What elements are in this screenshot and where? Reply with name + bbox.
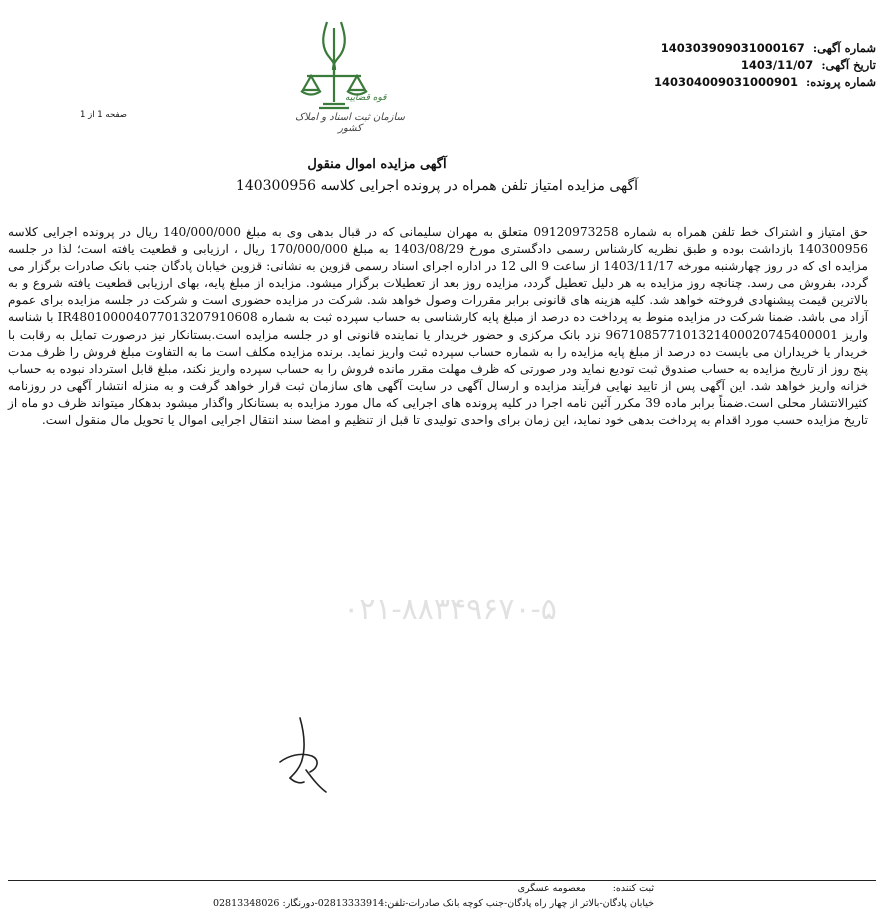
case-number-label: شماره پرونده:	[806, 75, 876, 89]
footer-divider	[8, 880, 876, 881]
ad-number-label: شماره آگهی:	[812, 41, 876, 55]
body-paragraph: حق امتیاز و اشتراک خط تلفن همراه به شماره 09120973258 متعلق به مهران سلیمانی که در قبال بدهی وی به مبلغ 140/000/000 ریال در پرونده اجرایی کلاسه 140300956 بازداشت بوده و طبق نظریه کارشناس رسمی دادگستری مورخ 1403/08/29 به مبلغ 170/000/000 ریال ، ارزیابی و قطعیت یافته است؛ لذا در جلسه مزایده ای که در روز چهارشنبه مورخه 1403/11/17 از ساعت 9 الی 12 در اداره اجرای اسناد رسمی قزوین به نشانی: قزوین خیابان پادگان جنب بانک صادرات برگزار می گردد، بفروش می رسد. چنانچه روز مزایده به هر دلیل تعطیل گردد، مزایده روز بعد از تعطیلات برگزار میشود. مزایده از مبلغ پایه، بهای ارزیابی قطعیت یافته شروع و به بالاترین قیمت پیشنهادی فروخته خواهد شد. کلیه هزینه های قانونی برابر مقررات وصول خواهد شد. شرکت در مزایده حضوری است و شرکت در جلسه مزایده برای عموم آزاد می باشد. ضمنا شرکت در مزایده منوط به پرداخت ده درصد از مبلغ پایه کارشناسی به حساب سپرده ثبت به شماره IR480100004077013207910608 با شناسه واریز 967108577101321400020745400001 نزد بانک مرکزی و حضور خریدار یا نماینده قانونی او در جلسه مزایده است.بستانکار نیز درصورت تمایل به رقابت با خریدار یا خریداران می بایست ده درصد از مبلغ پایه مزایده را به شماره حساب سپرده ثبت واریز نماید. برنده مزایده مکلف است ما به التفاوت مبلغ فروش را ظرف مدت پنج روز از تاریخ مزایده به حساب صندوق ثبت تودیع نماید ودر صورتی که ظرف مهلت مقرر مانده فروش را به حساب سپرده واریز نکند، مبلغ قابل استرداد نبوده به حساب خزانه واریز خواهد شد. این آگهی پس از تایید نهایی فرآیند مزایده و ارسال آگهی در سایت آگهی های سازمان ثبت قرار خواهد گرفت و به منزله انتشار آگهی در روزنامه کثیرالانتشار محلی است.ضمناً برابر ماده 39 مکرر آئین نامه اجرا در کلیه پرونده های اجرایی که مال مورد مزایده به بستانکار واگذار میشود بدهکار میتواند ظرف دو ماه از تاریخ مزایده حسب مورد اقدام به پرداخت بدهی خود نماید، این زمان برای واحدی تولیدی تا قبل از تنظیم و امضا سند انتقال اجرایی اموال یا تحویل مال منقول است.	[8, 225, 869, 428]
document-title: آگهی مزایده اموال منقول	[307, 157, 447, 172]
case-number: 140304009031000901	[653, 75, 798, 89]
ad-meta	[556, 40, 876, 91]
organization-caption: سازمان ثبت اسناد و املاک کشور	[295, 112, 405, 134]
ad-date-label: تاریخ آگهی:	[821, 58, 876, 72]
registrar	[518, 883, 654, 894]
registrar-name: معصومه عسگری	[517, 883, 586, 894]
office-address: خیابان پادگان-بالاتر از چهار راه پادگان-جنب کوچه بانک صادرات-تلفن:02813333914-دورنگار: 02813348026	[212, 898, 654, 909]
registrar-label: ثبت کننده:	[612, 883, 654, 894]
document-subtitle: آگهی مزایده امتیاز تلفن همراه در پرونده اجرایی کلاسه 140300956	[235, 178, 638, 194]
document-body	[8, 224, 868, 429]
page-number: صفحه 1 از 1	[80, 110, 127, 120]
ad-number-row	[556, 40, 876, 57]
handwritten-signature-icon	[260, 712, 350, 802]
phone-watermark: ۰۲۱-۸۸۳۴۹۶۷۰-۵	[343, 592, 557, 627]
case-number-row	[556, 74, 876, 91]
ad-date: 1403/11/07	[740, 58, 814, 72]
svg-text:قوه قضاییه: قوه قضاییه	[345, 93, 387, 103]
ad-number: 140303909031000167	[660, 41, 805, 55]
ad-date-row	[556, 57, 876, 74]
